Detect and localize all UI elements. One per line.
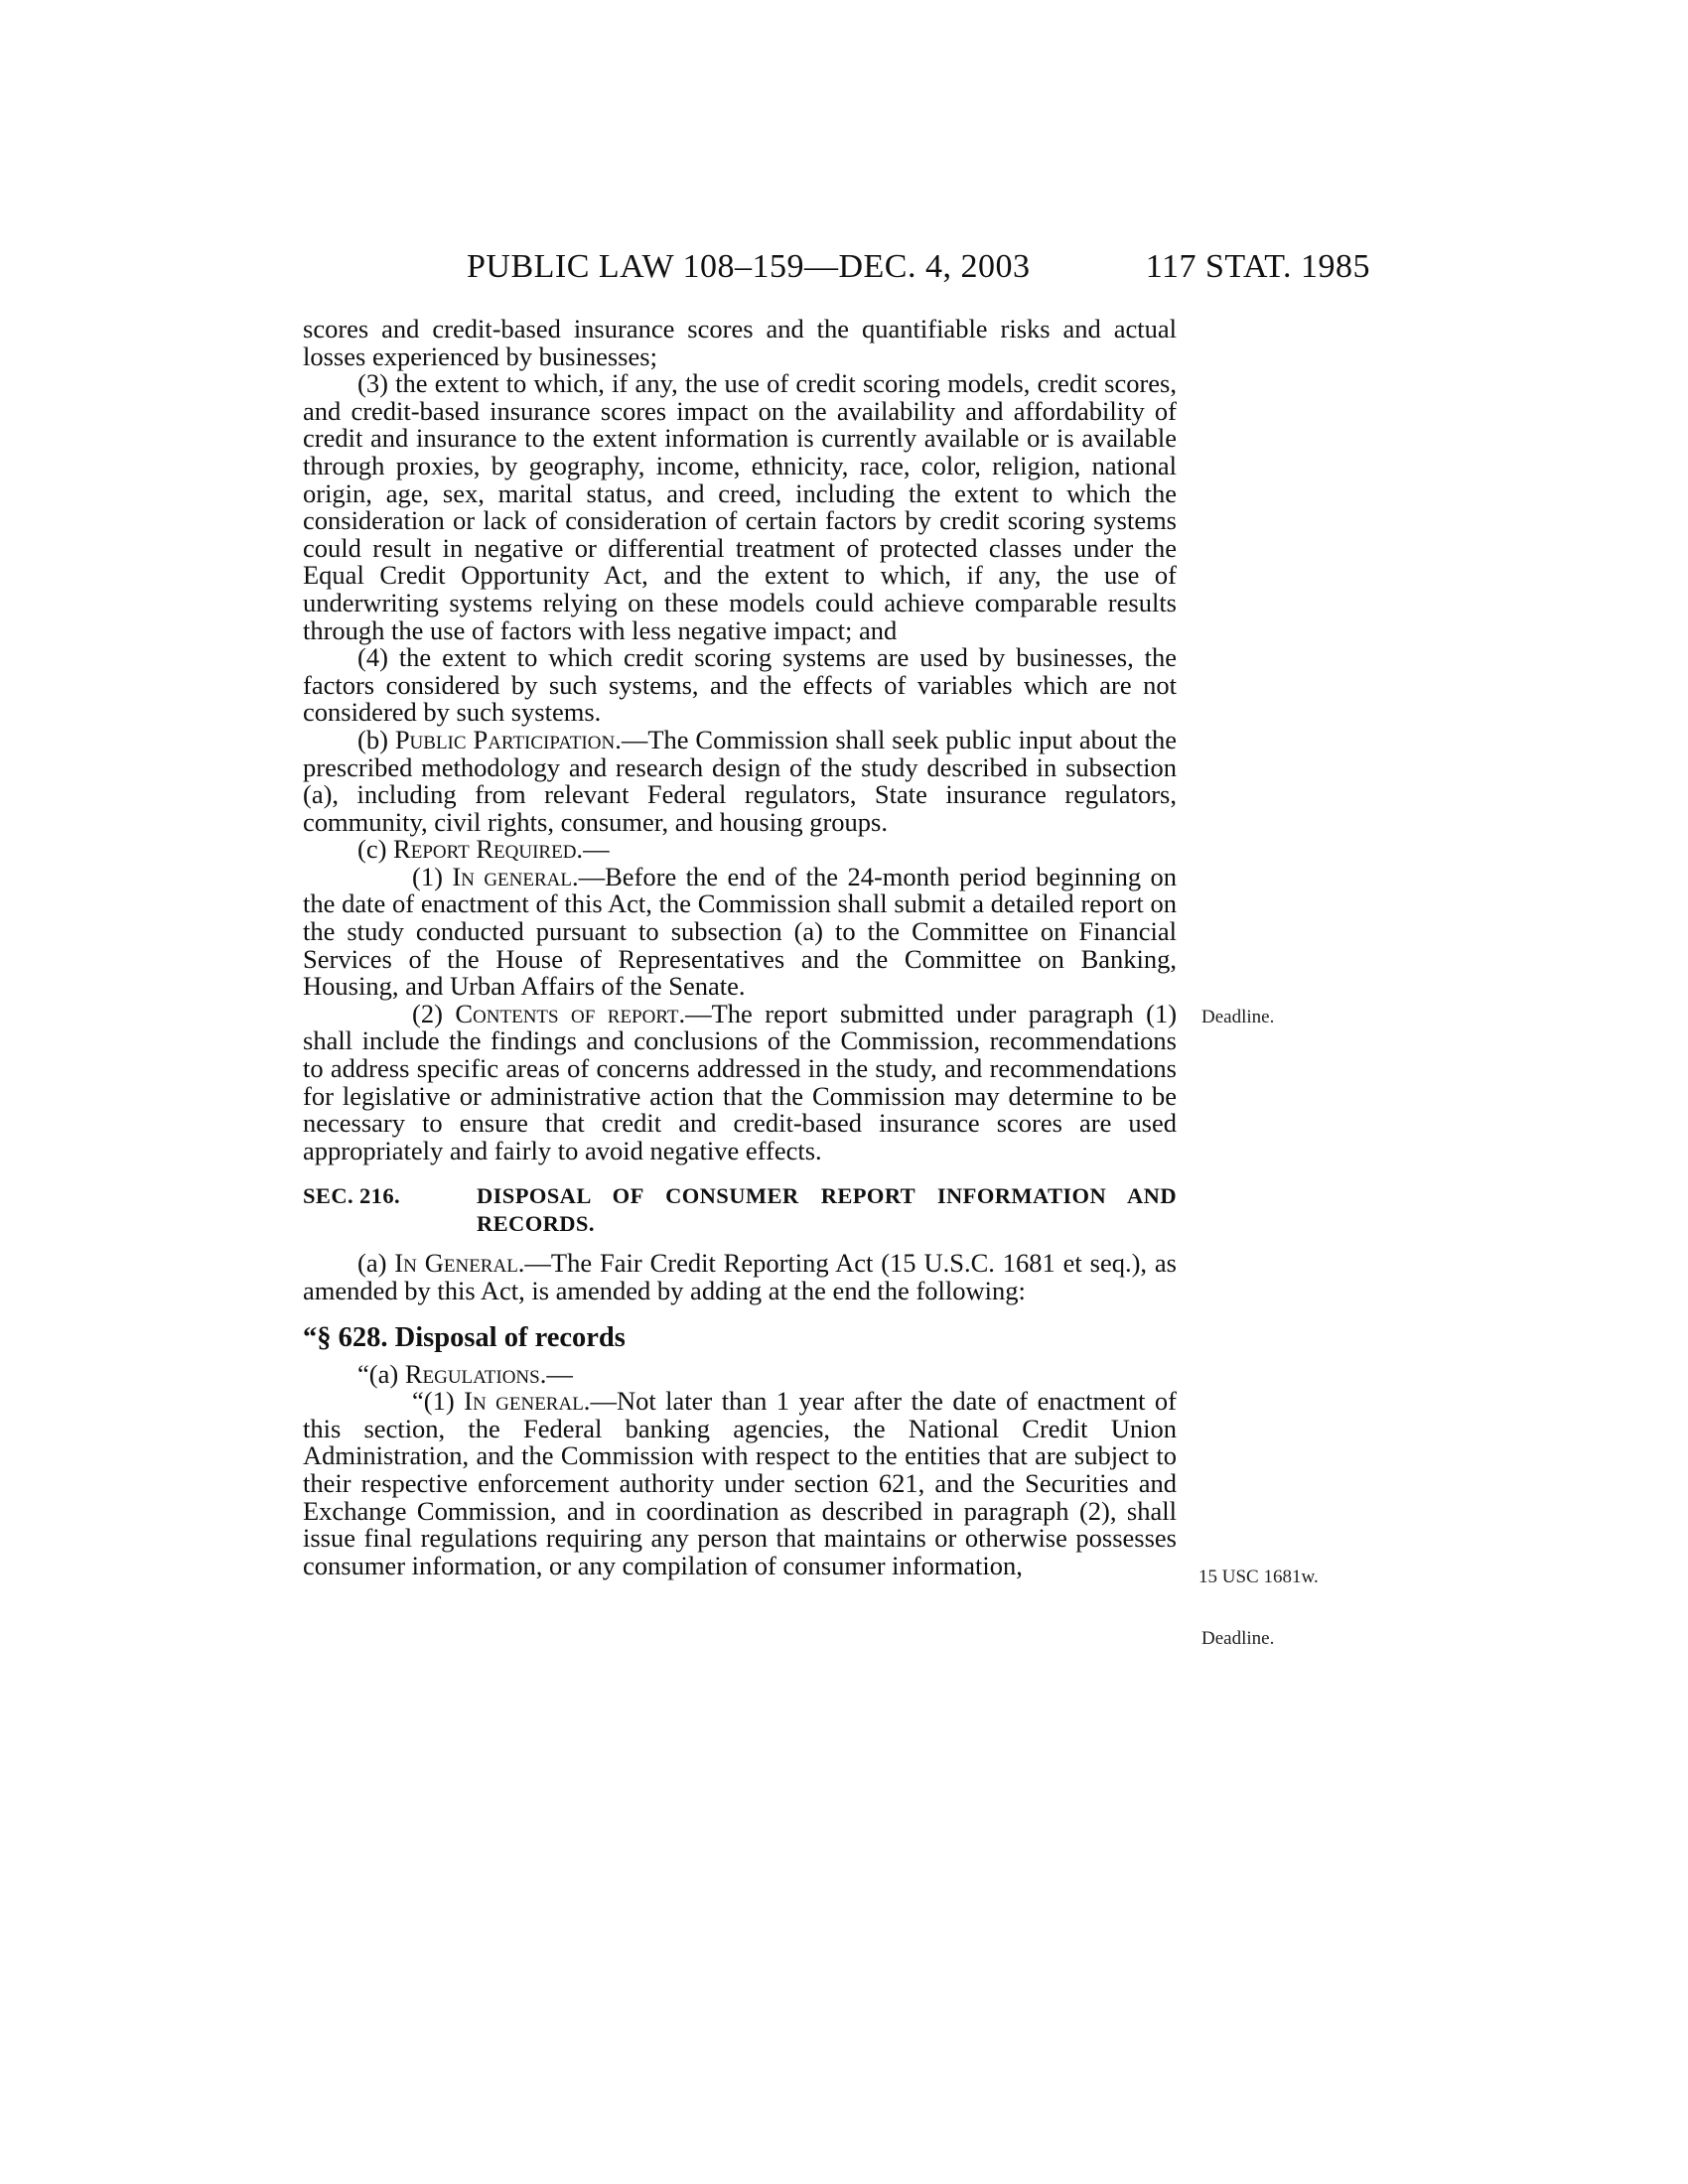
subsection-b — [303, 724, 1177, 837]
paragraph-c2 — [303, 998, 1178, 1165]
statute-body — [303, 316, 1177, 1579]
subsection-b-label: (b) — [357, 724, 395, 754]
margin-note-usc-citation: 15 USC 1681w. — [1198, 1567, 1319, 1587]
regulations-text: — — [546, 1358, 573, 1389]
subsection-a — [303, 1250, 1177, 1304]
subsection-c-heading: Report Required. — [393, 834, 584, 865]
paragraph-4: (4) the extent to which credit scoring systems are used by businesses, the factors considered by such systems, and the effects of variables which are not considered by such systems. — [303, 642, 1177, 728]
statute-page-number: 117 STAT. 1985 — [1145, 248, 1370, 285]
regulations-paragraph-1 — [303, 1388, 1177, 1579]
section-heading-title: DISPOSAL OF CONSUMER REPORT INFORMATION AND RECORDS. — [477, 1183, 1177, 1237]
section-number: SEC. 216. — [303, 1183, 400, 1209]
section-heading — [303, 1182, 1177, 1238]
subsection-b-text: —The Commission shall seek public input about the prescribed methodology and research design of the study described in subsection (a), including from relevant Federal regulators, State insurance regulators, community, civil rights, consumer, and housing groups. — [303, 724, 1177, 837]
paragraph-c1 — [303, 861, 1178, 1002]
codified-section-title: “§ 628. Disposal of records — [303, 1321, 626, 1353]
subsection-c — [303, 836, 1177, 864]
subsection-b-heading: Public Participation. — [394, 724, 622, 754]
subsection-a-heading: In General. — [394, 1248, 525, 1279]
paragraph-3: (3) the extent to which, if any, the use of credit scoring models, credit scores, and credit-based insurance scores impact on the availability and affordability of credit and insurance to the extent information is currently available or is available through proxies, by geography, income, ethnicity, race, color, religion, national origin, age, sex, marital status, and creed, including the extent to which the consideration or lack of consideration of certain factors by credit scoring systems could result in negative or differential treatment of protected classes under the Equal Credit Opportunity Act, and the extent to which, if any, the use of underwriting systems relying on these models could achieve comparable results through the use of factors with less negative impact; and — [303, 368, 1177, 645]
regulations-p1-text: —Not later than 1 year after the date of enactment of this section, the Federal banking agencies, the National Credit Union Administration, and the Commission with respect to the entities that are subject to their respective enforcement authority under section 621, and the Securities and Exchange Commission, and in coordination as described in paragraph (2), shall issue final regulations requiring any person that maintains or otherwise possesses consumer information, or any compilation of consumer information, — [303, 1386, 1177, 1580]
subsection-a-text: —The Fair Credit Reporting Act (15 U.S.C. 1681 et seq.), as amended by this Act, is amended by adding at the end the following: — [303, 1248, 1177, 1305]
regulations-p1-label: “(1) — [412, 1386, 465, 1417]
regulations-label: “(a) — [357, 1358, 405, 1389]
margin-note-deadline: Deadline. — [1201, 1628, 1275, 1649]
paragraph-c2-text: —The report submitted under paragraph (1) shall include the findings and conclusions of the Commission, recommendations to address specific areas of concerns addressed in the study, and recommendations for legislative or administrative action that the Commission may determine to be necessary to ensure that credit and credit-based insurance scores are used appropriately and fairly to avoid negative effects. — [303, 998, 1178, 1165]
margin-note-deadline: Deadline. — [1201, 1007, 1275, 1027]
subsection-c-text: — — [583, 834, 610, 865]
paragraph-c1-heading: In general. — [452, 861, 579, 891]
subsection-a-label: (a) — [357, 1248, 395, 1279]
paragraph-c2-heading: Contents of report. — [455, 998, 686, 1028]
regulations-heading: Regulations. — [404, 1358, 547, 1389]
page-header — [298, 248, 1370, 288]
regulations-p1-heading: In general. — [464, 1386, 591, 1417]
subsection-c-label: (c) — [357, 834, 394, 865]
paragraph-continuation: scores and credit-based insurance scores and the quantifiable risks and actual losses experienced by businesses; — [303, 314, 1177, 371]
regulations-subsection — [303, 1358, 1177, 1389]
paragraph-c1-label: (1) — [412, 861, 453, 891]
paragraph-c2-label: (2) — [412, 998, 456, 1028]
public-law-citation: PUBLIC LAW 108–159—DEC. 4, 2003 — [467, 248, 1031, 285]
paragraph-c1-text: —Before the end of the 24-month period beginning on the date of enactment of this Act, the Commission shall submit a detailed report on the study conducted pursuant to subsection (a) to the Committee on Financial Services of the House of Representatives and the Committee on Banking, Housing, and Urban Affairs of the Senate. — [303, 861, 1178, 1002]
